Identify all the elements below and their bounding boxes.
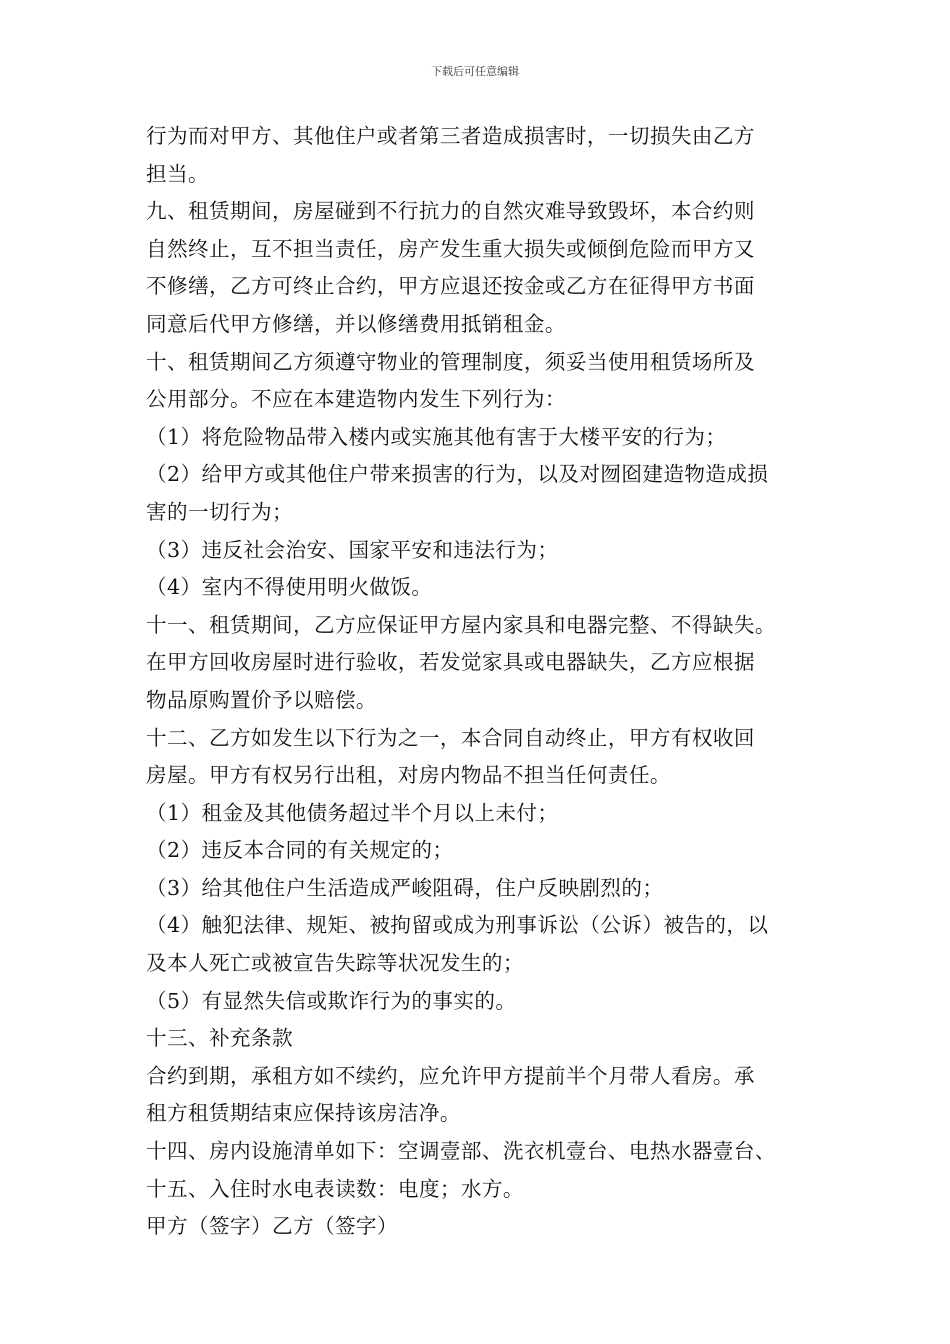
text-line: 不修缮，乙方可终止合约，甲方应退还按金或乙方在征得甲方书面 xyxy=(146,274,755,299)
clause-14-line: 十四、房内设施清单如下：空调壹部、洗衣机壹台、电热水器壹台、 xyxy=(146,1139,776,1164)
text-line: 行为而对甲方、其他住户或者第三者造成损害时，一切损失由乙方 xyxy=(146,124,755,148)
list-item: （2）违反本合同的有关规定的； xyxy=(146,838,454,863)
list-item: （2）给甲方或其他住户带来损害的行为，以及对囫囵建造物造成损 xyxy=(146,462,769,487)
clause-13-heading: 十三、补充条款 xyxy=(146,1026,293,1051)
text-line: 在甲方回收房屋时进行验收，若发觉家具或电器缺失，乙方应根据 xyxy=(146,650,755,675)
text-line: 及本人死亡或被宣告失踪等状况发生的； xyxy=(146,951,524,976)
clause-15-line: 十五、入住时水电表读数：电度；水方。 xyxy=(146,1176,524,1201)
list-item: （3）给其他住户生活造成严峻阻碍，住户反映剧烈的； xyxy=(146,875,664,900)
text-line: 房屋。甲方有权另行出租，对房内物品不担当任何责任。 xyxy=(146,763,671,788)
list-item: （3）违反社会治安、国家平安和违法行为； xyxy=(146,537,559,562)
text-line: 物品原购置价予以赔偿。 xyxy=(146,687,377,712)
list-item: （5）有显然失信或欺诈行为的事实的。 xyxy=(146,988,517,1013)
clause-11-line: 十一、租赁期间，乙方应保证甲方屋内家具和电器完整、不得缺失。 xyxy=(146,612,776,637)
signature-line: 甲方（签字）乙方（签字） xyxy=(146,1214,398,1239)
list-item: （1）租金及其他债务超过半个月以上未付； xyxy=(146,800,559,825)
text-line: 合约到期，承租方如不续约，应允许甲方提前半个月带人看房。承 xyxy=(146,1063,755,1088)
text-line: 害的一切行为； xyxy=(146,499,293,524)
text-line: 自然终止，互不担当责任，房产发生重大损失或倾倒危险而甲方又 xyxy=(146,236,755,261)
clause-12-line: 十二、乙方如发生以下行为之一，本合同自动终止，甲方有权收回 xyxy=(146,725,755,750)
page-header: 下载后可任意编辑 xyxy=(431,65,519,78)
list-item: （4）触犯法律、规矩、被拘留或成为刑事诉讼（公诉）被告的，以 xyxy=(146,913,769,938)
text-line: 公用部分。不应在本建造物内发生下列行为： xyxy=(146,387,566,412)
text-line: 同意后代甲方修缮，并以修缮费用抵销租金。 xyxy=(146,311,566,336)
contract-body xyxy=(146,118,818,1246)
clause-10-line: 十、租赁期间乙方须遵守物业的管理制度，须妥当使用租赁场所及 xyxy=(146,349,755,374)
text-line: 租方租赁期结束应保持该房洁净。 xyxy=(146,1101,461,1126)
clause-9-line: 九、租赁期间，房屋碰到不行抗力的自然灾难导致毁坏，本合约则 xyxy=(146,199,755,224)
list-item: （1）将危险物品带入楼内或实施其他有害于大楼平安的行为； xyxy=(146,424,727,449)
text-line: 担当。 xyxy=(146,161,209,186)
list-item: （4）室内不得使用明火做饭。 xyxy=(146,575,433,600)
